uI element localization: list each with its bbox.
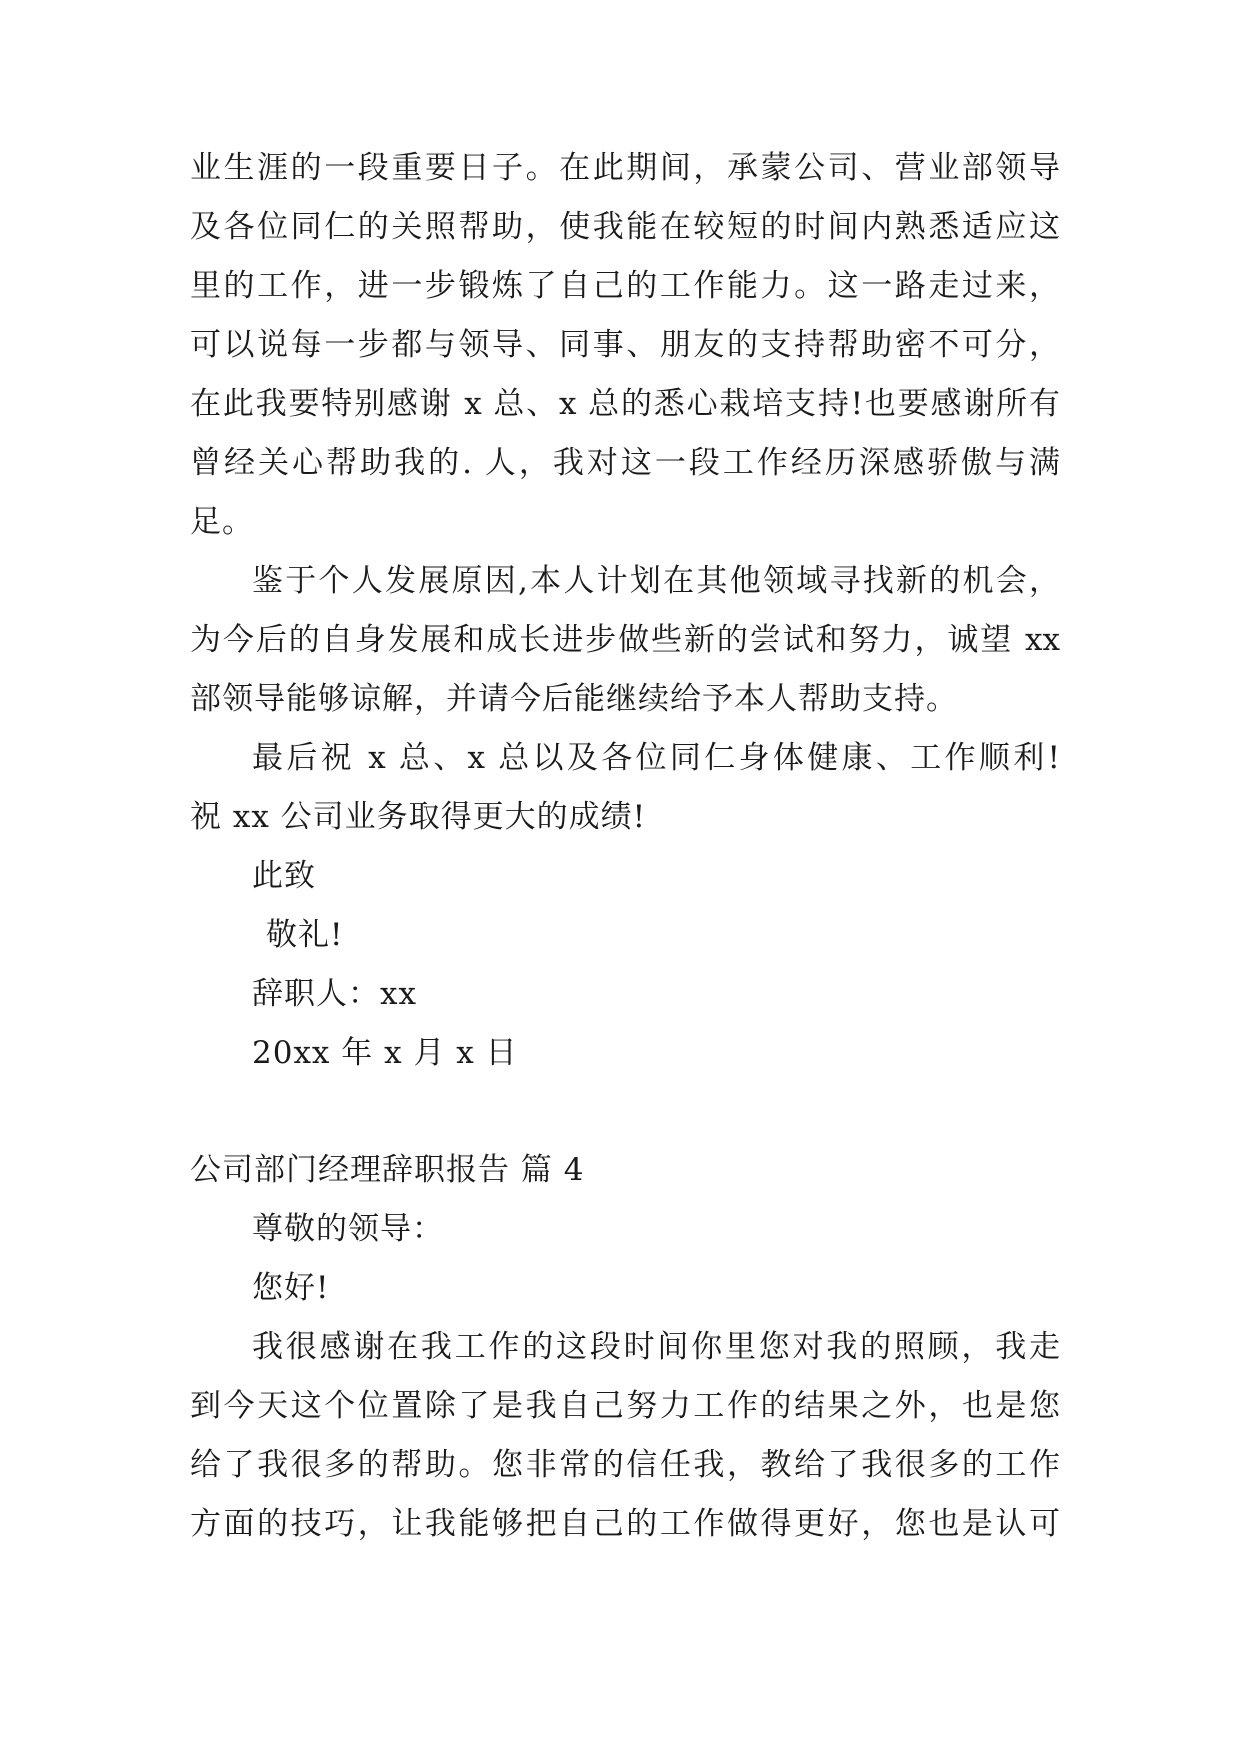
section-4-line-1: 我很感谢在我工作的这段时间你里您对我的照顾，我走 [252,1329,1060,1365]
paragraph-3-line-2: 祝 xx 公司业务取得更大的成绩! [190,799,647,835]
paragraph-2-line-3: 部领导能够谅解，并请今后能继续给予本人帮助支持。 [190,681,958,717]
paragraph-1-line-1: 业生涯的一段重要日子。在此期间，承蒙公司、营业部领导 [190,150,1060,186]
closing-date: 20xx 年 x 月 x 日 [252,1035,518,1071]
paragraph-1-line-6: 曾经关心帮助我的. 人，我对这一段工作经历深感骄傲与满 [190,445,1060,481]
closing-signer: 辞职人：xx [252,976,417,1012]
closing-salutation: 此致 [252,858,316,894]
paragraph-2-line-2: 为今后的自身发展和成长进步做些新的尝试和努力，诚望 xx [190,622,1060,658]
section-4-line-2: 到今天这个位置除了是我自己努力工作的结果之外，也是您 [190,1388,1060,1424]
section-title: 公司部门经理辞职报告 篇 4 [190,1152,585,1188]
paragraph-3-line-1: 最后祝 x 总、x 总以及各位同仁身体健康、工作顺利! [252,740,1060,776]
paragraph-1-line-2: 及各位同仁的关照帮助，使我能在较短的时间内熟悉适应这 [190,209,1060,245]
paragraph-2-line-1: 鉴于个人发展原因,本人计划在其他领域寻找新的机会， [252,563,1060,599]
letter-hello: 您好! [252,1270,330,1306]
section-4-line-3: 给了我很多的帮助。您非常的信任我，教给了我很多的工作 [190,1447,1060,1483]
closing-respect: 敬礼! [266,917,344,953]
paragraph-1-line-3: 里的工作，进一步锻炼了自己的工作能力。这一路走过来， [190,268,1060,304]
paragraph-1-line-5: 在此我要特别感谢 x 总、x 总的悉心栽培支持!也要感谢所有 [190,386,1060,422]
section-4-line-4: 方面的技巧，让我能够把自己的工作做得更好，您也是认可 [190,1506,1060,1542]
paragraph-1-line-7: 足。 [190,504,254,540]
paragraph-1-line-4: 可以说每一步都与领导、同事、朋友的支持帮助密不可分， [190,327,1060,363]
letter-greeting: 尊敬的领导： [252,1211,444,1247]
